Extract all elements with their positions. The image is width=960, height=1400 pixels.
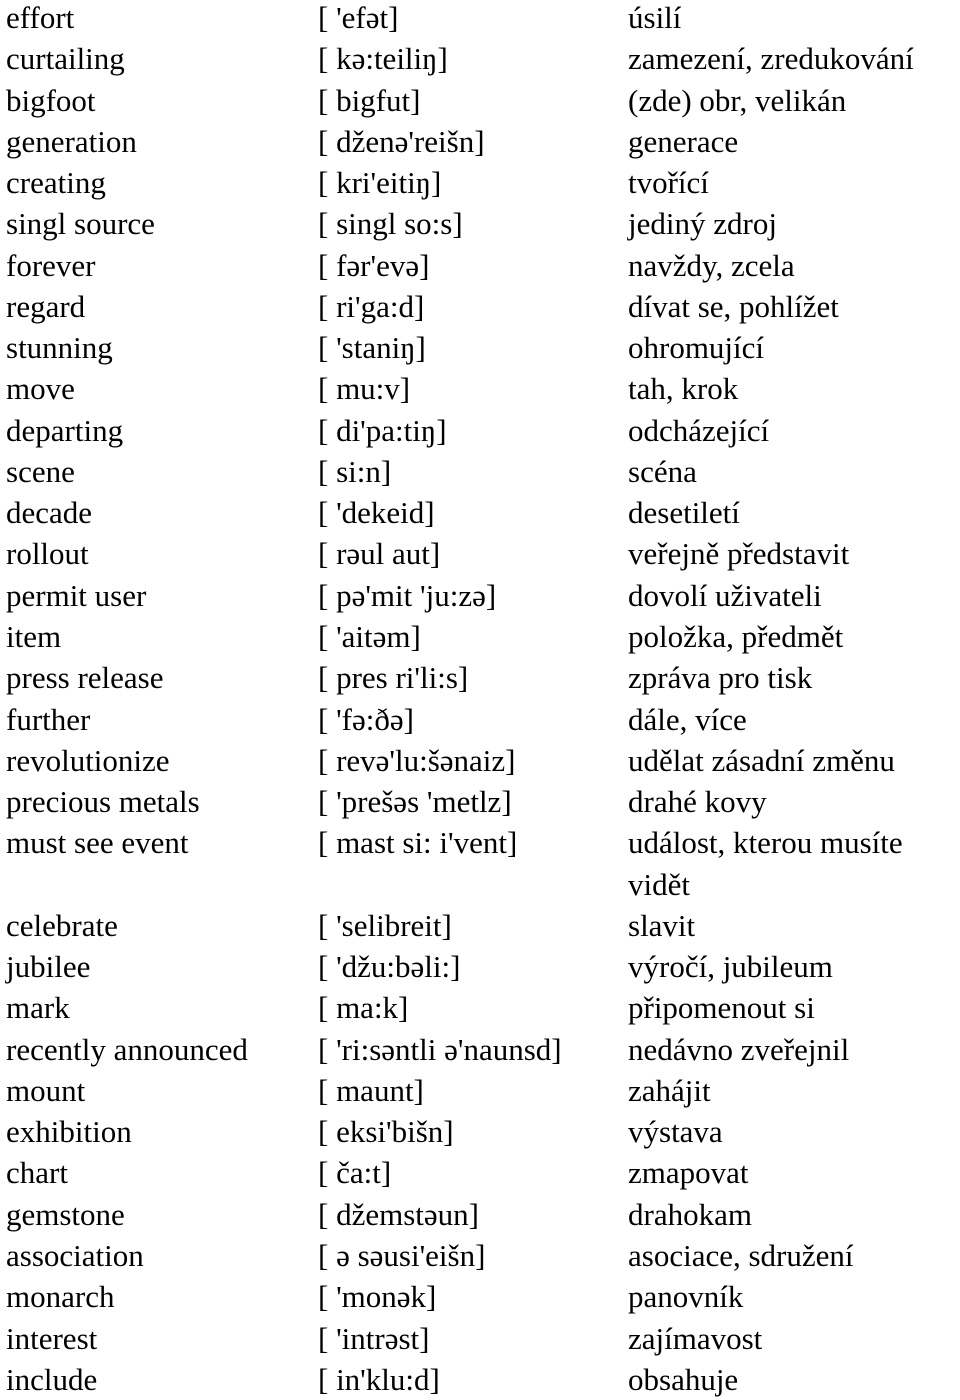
english-word: celebrate bbox=[6, 907, 118, 943]
vocab-row bbox=[0, 162, 960, 203]
pronunciation: [ 'selibreit] bbox=[318, 907, 452, 943]
czech-translation: drahé kovy bbox=[628, 784, 767, 820]
czech-translation: navždy, zcela bbox=[628, 247, 795, 283]
pronunciation: [ 'monək] bbox=[318, 1279, 437, 1315]
vocab-row bbox=[0, 38, 960, 79]
english-word: precious metals bbox=[6, 784, 200, 820]
english-word: further bbox=[6, 701, 91, 737]
pronunciation: [ džemstəun] bbox=[318, 1196, 479, 1232]
pronunciation: [ ma:k] bbox=[318, 990, 409, 1026]
pronunciation: [ kri'eitiŋ] bbox=[318, 165, 442, 201]
czech-translation: slavit bbox=[628, 907, 696, 943]
vocab-row bbox=[0, 740, 960, 781]
pronunciation: [ ča:t] bbox=[318, 1155, 392, 1191]
czech-translation: zajímavost bbox=[628, 1320, 763, 1356]
english-word: include bbox=[6, 1361, 98, 1397]
pronunciation: [ 'prešəs 'metlz] bbox=[318, 784, 512, 820]
pronunciation: [ 'intrəst] bbox=[318, 1320, 430, 1356]
vocab-row bbox=[0, 946, 960, 987]
czech-translation: odcházející bbox=[628, 412, 770, 448]
pronunciation: [ si:n] bbox=[318, 453, 392, 489]
pronunciation: [ 'džu:bəli:] bbox=[318, 949, 461, 985]
english-word: must see event bbox=[6, 825, 189, 861]
english-word: press release bbox=[6, 660, 164, 696]
english-word: mark bbox=[6, 990, 70, 1026]
vocab-row bbox=[0, 1111, 960, 1152]
czech-translation: dovolí uživateli bbox=[628, 577, 822, 613]
vocab-row bbox=[0, 492, 960, 533]
czech-translation: veřejně představit bbox=[628, 536, 850, 572]
vocab-row bbox=[0, 203, 960, 244]
vocab-row bbox=[0, 1029, 960, 1070]
vocab-row bbox=[0, 368, 960, 409]
pronunciation: [ fər'evə] bbox=[318, 247, 430, 283]
czech-translation: vidět bbox=[628, 866, 690, 902]
pronunciation: [ 'dekeid] bbox=[318, 495, 435, 531]
pronunciation: [ ə səusi'eišn] bbox=[318, 1237, 486, 1273]
czech-translation: desetiletí bbox=[628, 495, 740, 531]
czech-translation: událost, kterou musíte bbox=[628, 825, 903, 861]
czech-translation: zahájit bbox=[628, 1072, 711, 1108]
english-word: bigfoot bbox=[6, 82, 96, 118]
vocab-row bbox=[0, 121, 960, 162]
vocab-row bbox=[0, 410, 960, 451]
english-word: permit user bbox=[6, 577, 147, 613]
english-word: move bbox=[6, 371, 75, 407]
english-word: creating bbox=[6, 165, 106, 201]
vocab-row bbox=[0, 451, 960, 492]
vocab-row bbox=[0, 657, 960, 698]
vocab-row bbox=[0, 1070, 960, 1111]
pronunciation: [ 'staniŋ] bbox=[318, 330, 426, 366]
czech-translation: asociace, sdružení bbox=[628, 1237, 854, 1273]
pronunciation: [ 'efət] bbox=[318, 0, 399, 35]
pronunciation: [ kə:teiliŋ] bbox=[318, 41, 448, 77]
czech-translation: tvořící bbox=[628, 165, 709, 201]
pronunciation: [ singl so:s] bbox=[318, 206, 463, 242]
pronunciation: [ 'aitəm] bbox=[318, 618, 421, 654]
vocab-row bbox=[0, 0, 960, 38]
pronunciation: [ in'klu:d] bbox=[318, 1361, 440, 1397]
english-word: revolutionize bbox=[6, 742, 170, 778]
czech-translation: panovník bbox=[628, 1279, 744, 1315]
pronunciation: [ ri'ga:d] bbox=[318, 288, 425, 324]
czech-translation: udělat zásadní změnu bbox=[628, 742, 895, 778]
english-word: interest bbox=[6, 1320, 98, 1356]
english-word: forever bbox=[6, 247, 96, 283]
english-word: chart bbox=[6, 1155, 68, 1191]
czech-translation: generace bbox=[628, 123, 739, 159]
english-word: singl source bbox=[6, 206, 155, 242]
vocab-row bbox=[0, 987, 960, 1028]
czech-translation: scéna bbox=[628, 453, 697, 489]
pronunciation: [ mast si: i'vent] bbox=[318, 825, 518, 861]
english-word: effort bbox=[6, 0, 75, 35]
pronunciation: [ eksi'bišn] bbox=[318, 1114, 454, 1150]
english-word: stunning bbox=[6, 330, 113, 366]
vocab-row bbox=[0, 781, 960, 822]
english-word: regard bbox=[6, 288, 86, 324]
vocab-row bbox=[0, 80, 960, 121]
english-word: generation bbox=[6, 123, 137, 159]
vocab-row bbox=[0, 864, 960, 905]
pronunciation: [ 'fə:ðə] bbox=[318, 701, 414, 737]
pronunciation: [ pə'mit 'ju:zə] bbox=[318, 577, 497, 613]
czech-translation: zpráva pro tisk bbox=[628, 660, 813, 696]
english-word: jubilee bbox=[6, 949, 91, 985]
czech-translation: připomenout si bbox=[628, 990, 815, 1026]
czech-translation: obsahuje bbox=[628, 1361, 739, 1397]
english-word: curtailing bbox=[6, 41, 125, 77]
czech-translation: zmapovat bbox=[628, 1155, 749, 1191]
vocab-row bbox=[0, 699, 960, 740]
pronunciation: [ revə'lu:šənaiz] bbox=[318, 742, 516, 778]
english-word: recently announced bbox=[6, 1031, 248, 1067]
english-word: exhibition bbox=[6, 1114, 132, 1150]
czech-translation: úsilí bbox=[628, 0, 682, 35]
vocab-row bbox=[0, 1152, 960, 1193]
vocab-row bbox=[0, 1276, 960, 1317]
czech-translation: položka, předmět bbox=[628, 618, 844, 654]
czech-translation: výstava bbox=[628, 1114, 723, 1150]
vocab-row bbox=[0, 575, 960, 616]
vocab-row bbox=[0, 327, 960, 368]
pronunciation: [ 'ri:səntli ə'naunsd] bbox=[318, 1031, 562, 1067]
czech-translation: (zde) obr, velikán bbox=[628, 82, 847, 118]
czech-translation: výročí, jubileum bbox=[628, 949, 833, 985]
vocab-row bbox=[0, 1235, 960, 1276]
pronunciation: [ rəul aut] bbox=[318, 536, 441, 572]
english-word: rollout bbox=[6, 536, 89, 572]
vocab-row bbox=[0, 1318, 960, 1359]
czech-translation: ohromující bbox=[628, 330, 765, 366]
czech-translation: jediný zdroj bbox=[628, 206, 777, 242]
vocab-row bbox=[0, 1359, 960, 1400]
czech-translation: tah, krok bbox=[628, 371, 739, 407]
english-word: departing bbox=[6, 412, 124, 448]
vocab-row bbox=[0, 905, 960, 946]
vocab-row bbox=[0, 245, 960, 286]
vocab-row bbox=[0, 616, 960, 657]
czech-translation: nedávno zveřejnil bbox=[628, 1031, 850, 1067]
vocab-row bbox=[0, 822, 960, 863]
pronunciation: [ di'pa:tiŋ] bbox=[318, 412, 447, 448]
english-word: gemstone bbox=[6, 1196, 125, 1232]
vocab-row bbox=[0, 533, 960, 574]
english-word: association bbox=[6, 1237, 144, 1273]
pronunciation: [ dženə'reišn] bbox=[318, 123, 485, 159]
vocab-row bbox=[0, 286, 960, 327]
pronunciation: [ pres ri'li:s] bbox=[318, 660, 469, 696]
czech-translation: dále, více bbox=[628, 701, 747, 737]
czech-translation: dívat se, pohlížet bbox=[628, 288, 839, 324]
czech-translation: drahokam bbox=[628, 1196, 752, 1232]
vocab-row bbox=[0, 1194, 960, 1235]
english-word: mount bbox=[6, 1072, 86, 1108]
english-word: decade bbox=[6, 495, 93, 531]
english-word: item bbox=[6, 618, 62, 654]
czech-translation: zamezení, zredukování bbox=[628, 41, 914, 77]
pronunciation: [ bigfut] bbox=[318, 82, 421, 118]
pronunciation: [ maunt] bbox=[318, 1072, 424, 1108]
english-word: monarch bbox=[6, 1279, 115, 1315]
pronunciation: [ mu:v] bbox=[318, 371, 411, 407]
english-word: scene bbox=[6, 453, 75, 489]
